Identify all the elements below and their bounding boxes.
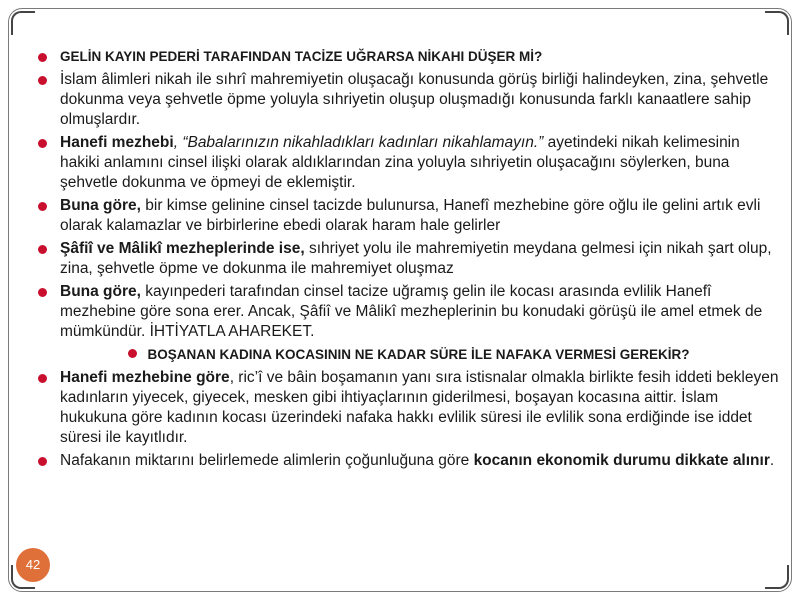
bullet-item-3: [36, 133, 782, 193]
slide-number-badge: 42: [16, 548, 50, 582]
item-text: sıhriyet yolu ile mahremiyetin meydana gelmesi için nikah şart olup, zina, şehvetle öpme ve dokunma ile mahremiyet oluşmaz: [60, 240, 772, 277]
item-text: kayınpederi tarafından cinsel tacize uğramış gelin ile kocası arasında evlilik Hanefî mezhebine göre sona erer. Ancak, Şâfiî ve Mâlikî mezheplerinin bu konudaki görüşü ile amel etmek de mümkündür. İHTİYATLA AHAREKET.: [60, 283, 763, 340]
bullet-dot-icon: [38, 139, 47, 148]
heading-question-1: GELİN KAYIN PEDERİ TARAFINDAN TACİZE UĞRARSA NİKAHI DÜŞER Mİ?: [60, 49, 543, 64]
bullet-item-1: [36, 47, 782, 67]
item-tail: .: [769, 452, 775, 469]
bullet-item-7: [36, 345, 782, 365]
bullet-dot-icon: [38, 288, 47, 297]
item-bold-lead: Şâfiî ve Mâlikî mezheplerinde ise,: [60, 240, 305, 257]
item-quote: , “Babalarınızın nikahladıkları kadınları nikahlamayın.”: [173, 134, 544, 151]
bullet-dot-icon: [38, 53, 47, 62]
corner-ornament-top-left: [11, 11, 35, 35]
item-text: , ric’î ve bâin boşamanın yanı sıra istisnalar olmakla birlikte fesih iddeti bekleyen kadınların yiyecek, giyecek, mesken gibi ihtiyaçlarının giderilmesi, boşayan kocasına aittir. İslam hukukuna göre kadının kocası üzerindeki nafaka hakkı evlilik süresi ile evlilik sona erdiğinde ise iddet süresi ile kayıtlıdır.: [60, 369, 779, 446]
bullet-item-6: [36, 282, 782, 342]
item-text: İslam âlimleri nikah ile sıhrî mahremiyetin oluşacağı konusunda görüş birliği halindeyken, zina, şehvetle dokunma veya şehvetle öpme yoluyla sıhriyetin oluşup oluşmadığı konusunda farklı kanaatlere sahip olmuşlardır.: [60, 71, 769, 128]
bullet-dot-icon: [38, 457, 47, 466]
slide-content: [36, 47, 782, 474]
item-bold-lead: Buna göre,: [60, 283, 141, 300]
item-text: ayetindeki nikah kelimesinin hakiki anlamını cinsel ilişki olarak aldıklarından zina yoluyla sıhriyetin oluşacağını söylerken, buna şehvetle dokunma ve öpmeyi de eklemiştir.: [60, 134, 740, 191]
bullet-dot-icon: [38, 76, 47, 85]
bullet-dot-icon: [38, 202, 47, 211]
heading-question-2: BOŞANAN KADINA KOCASININ NE KADAR SÜRE İLE NAFAKA VERMESİ GEREKİR?: [147, 347, 690, 362]
bullet-item-4: [36, 196, 782, 236]
bullet-dot-icon: [128, 349, 137, 358]
bullet-dot-icon: [38, 245, 47, 254]
bullet-item-8: [36, 368, 782, 448]
item-bold-lead: Hanefi mezhebine göre: [60, 369, 230, 386]
corner-ornament-bottom-right: [765, 565, 789, 589]
corner-ornament-top-right: [765, 11, 789, 35]
bullet-item-9: [36, 451, 782, 471]
item-text: Nafakanın miktarını belirlemede alimlerin çoğunluğuna göre: [60, 452, 474, 469]
item-bold-lead: Buna göre,: [60, 197, 141, 214]
item-text: bir kimse gelinine cinsel tacizde bulunursa, Hanefî mezhebine göre oğlu ile gelini artık evli olarak kalamazlar ve birbirlerine ebedi olarak haram hale gelirler: [60, 197, 761, 234]
item-bold-lead: Hanefi mezhebi: [60, 134, 174, 151]
item-bold-end: kocanın ekonomik durumu dikkate alınır: [473, 452, 770, 469]
bullet-dot-icon: [38, 374, 47, 383]
bullet-item-2: [36, 70, 782, 130]
bullet-item-5: [36, 239, 782, 279]
